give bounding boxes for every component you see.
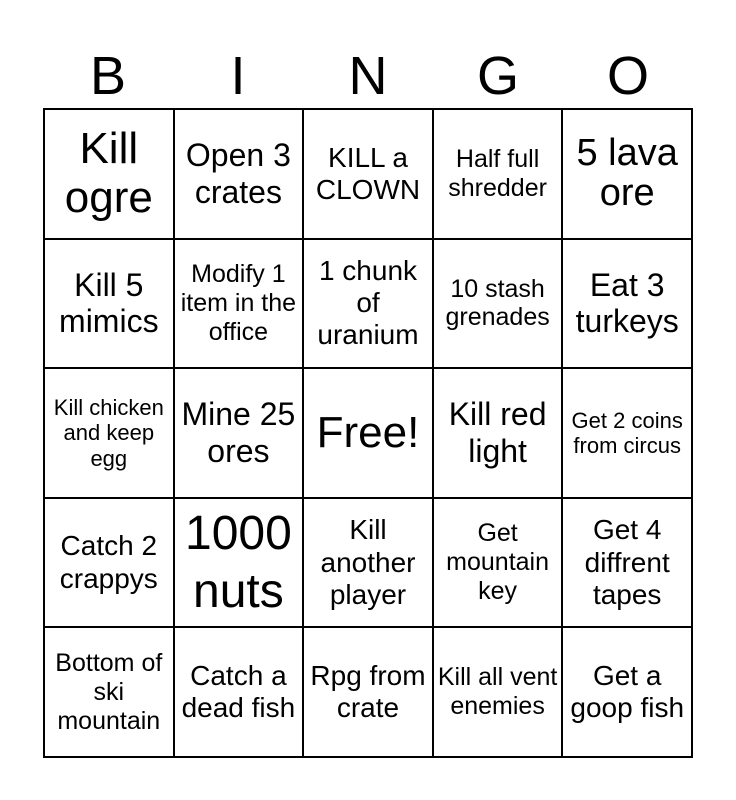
bingo-cell[interactable]	[433, 109, 563, 239]
bingo-grid	[43, 108, 693, 758]
header-letter-n: N	[348, 46, 388, 106]
cell-text: Kill red light	[448, 396, 547, 469]
bingo-cell[interactable]	[562, 239, 692, 369]
bingo-cell[interactable]	[303, 498, 433, 628]
cell-text: Rpg from crate	[310, 660, 426, 724]
bingo-header	[43, 44, 693, 108]
bingo-cell[interactable]	[562, 498, 692, 628]
bingo-cell[interactable]	[433, 498, 563, 628]
bingo-cell[interactable]	[562, 109, 692, 239]
cell-text: KILL a CLOWN	[315, 141, 421, 205]
bingo-cell[interactable]	[303, 627, 433, 757]
cell-text: Mine 25 ores	[181, 396, 296, 469]
bingo-cell[interactable]	[303, 239, 433, 369]
bingo-cell[interactable]	[174, 627, 304, 757]
bingo-cell[interactable]	[433, 368, 563, 498]
bingo-cell[interactable]	[174, 368, 304, 498]
cell-text: Kill another player	[320, 514, 416, 610]
cell-text: Kill all vent enemies	[437, 663, 558, 721]
free-space-text: Free!	[316, 407, 420, 457]
cell-text: Kill chicken and keep egg	[53, 395, 164, 471]
header-letter-o: O	[606, 46, 649, 106]
cell-text: 1000 nuts	[185, 507, 292, 618]
cell-text: Catch 2 crappys	[59, 530, 158, 594]
bingo-cell-free[interactable]	[303, 368, 433, 498]
header-letter-g: G	[476, 46, 519, 106]
cell-text: Eat 3 turkeys	[575, 266, 679, 340]
bingo-cell[interactable]	[44, 498, 174, 628]
cell-text: Half full shredder	[448, 145, 547, 202]
bingo-cell[interactable]	[44, 627, 174, 757]
cell-text: Catch a dead fish	[181, 660, 296, 724]
cell-text: Kill 5 mimics	[59, 266, 159, 340]
cell-text: 1 chunk of uranium	[317, 255, 419, 351]
bingo-cell[interactable]	[562, 368, 692, 498]
cell-text: Modify 1 item in the office	[180, 260, 297, 346]
cell-text: 5 lava ore	[576, 131, 678, 214]
bingo-cell[interactable]	[303, 109, 433, 239]
header-letter-b: B	[89, 46, 127, 106]
bingo-cell[interactable]	[433, 239, 563, 369]
bingo-cell[interactable]	[44, 368, 174, 498]
cell-text: 10 stash grenades	[445, 274, 550, 332]
cell-text: Get a goop fish	[570, 660, 685, 724]
cell-text: Open 3 crates	[185, 137, 291, 210]
bingo-cell[interactable]	[174, 109, 304, 239]
header-letter-i: I	[230, 46, 246, 106]
cell-text: Get 2 coins from circus	[571, 407, 683, 458]
cell-text: Bottom of ski mountain	[55, 649, 163, 735]
cell-text: Get 4 diffrent tapes	[584, 514, 670, 610]
bingo-cell[interactable]	[174, 498, 304, 628]
bingo-cell[interactable]	[562, 627, 692, 757]
bingo-cell[interactable]	[44, 109, 174, 239]
bingo-cell[interactable]	[174, 239, 304, 369]
bingo-cell[interactable]	[433, 627, 563, 757]
cell-text: Get mountain key	[446, 519, 550, 605]
cell-text: Kill ogre	[64, 124, 153, 222]
bingo-cell[interactable]	[44, 239, 174, 369]
